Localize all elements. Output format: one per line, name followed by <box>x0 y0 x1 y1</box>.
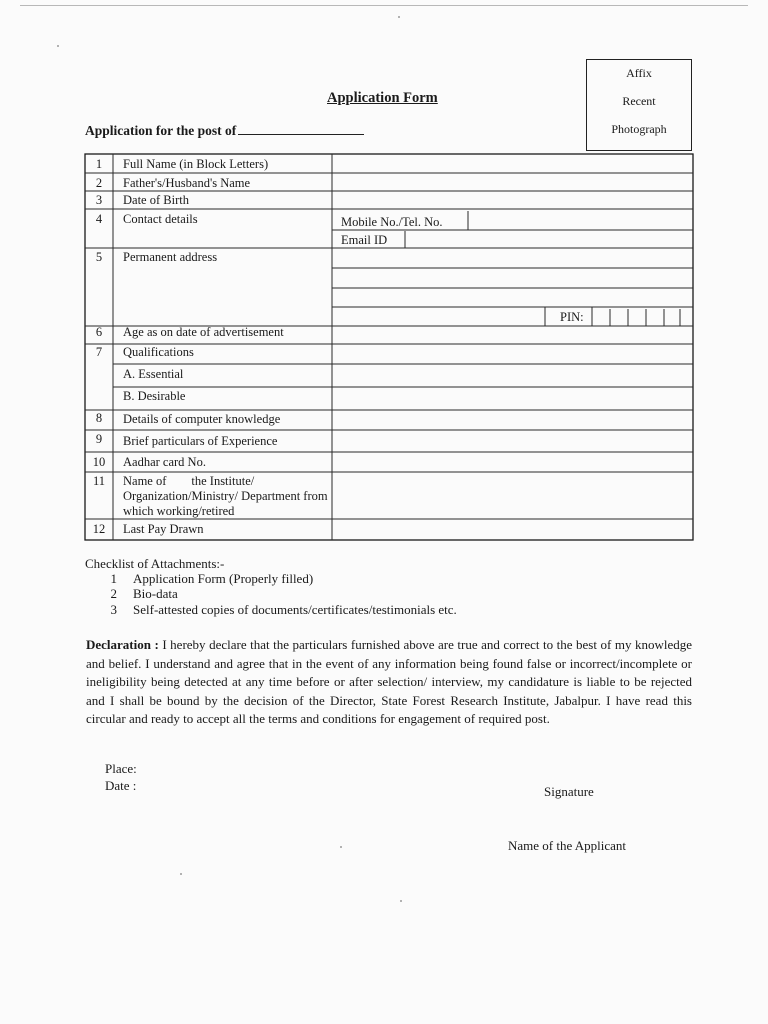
pin-field[interactable] <box>593 308 692 325</box>
checklist-item-number: 2 <box>110 586 117 601</box>
date-of-birth-field[interactable] <box>333 192 692 208</box>
father-husband-name-field[interactable] <box>333 174 692 190</box>
checklist-item-text: Self-attested copies of documents/certificates/testimonials etc. <box>133 602 457 617</box>
email-label: Email ID <box>341 233 388 247</box>
full-name-field[interactable] <box>333 155 692 172</box>
photo-line-photograph: Photograph <box>611 122 667 136</box>
row-3-number: 3 <box>95 193 103 207</box>
scan-speck <box>57 45 59 47</box>
row-2-number: 2 <box>95 176 103 190</box>
scan-speck <box>400 900 402 902</box>
computer-knowledge-field[interactable] <box>333 411 692 429</box>
row-2-label: Father's/Husband's Name <box>123 176 251 190</box>
address-field[interactable] <box>333 249 692 306</box>
row-7-label: Qualifications <box>123 345 194 359</box>
row-5-number: 5 <box>95 250 103 264</box>
signature-label: Signature <box>544 784 594 799</box>
checklist-title: Checklist of Attachments:- <box>85 556 225 571</box>
scan-speck <box>398 16 400 18</box>
row-7b-label: B. Desirable <box>123 389 186 403</box>
photo-line-affix: Affix <box>626 66 652 80</box>
row-3-label: Date of Birth <box>123 193 189 207</box>
page-top-edge <box>20 5 748 6</box>
row-1-number: 1 <box>95 157 103 171</box>
post-label: Application for the post of <box>85 123 237 138</box>
declaration-heading: Declaration : <box>86 637 159 652</box>
declaration-text: I hereby declare that the particulars furnished above are true and correct to the best of my knowledge and belief. I understand and agree that in the event of any information being found false or incorrect/incomplete or ineligibility being detected at any time before or after selection/ interview, my candidature is liable to be rejected and I shall be bound by the decision of the Director, State Forest Research Institute, Jabalpur. I have read this circular and ready to accept all the terms and conditions for engagement of required post. <box>86 637 692 726</box>
row-6-label: Age as on date of advertisement <box>123 325 284 339</box>
checklist-item-number: 1 <box>110 571 117 586</box>
row-9-number: 9 <box>95 432 103 446</box>
row-4-number: 4 <box>95 212 103 226</box>
row-12-number: 12 <box>92 522 106 536</box>
mobile-field[interactable] <box>469 211 692 229</box>
photo-line-recent: Recent <box>622 94 656 108</box>
experience-field[interactable] <box>333 431 692 451</box>
applicant-name-label: Name of the Applicant <box>508 838 627 853</box>
row-8-label: Details of computer knowledge <box>123 412 281 426</box>
essential-qualification-field[interactable] <box>333 365 692 386</box>
photo-box <box>586 59 692 151</box>
row-7a-label: A. Essential <box>123 367 184 381</box>
scan-speck <box>180 873 182 875</box>
declaration-paragraph <box>86 636 692 729</box>
date-label: Date : <box>105 778 137 793</box>
pin-label: PIN: <box>560 310 584 324</box>
post-blank-field[interactable] <box>238 121 364 135</box>
row-5-label: Permanent address <box>123 250 218 264</box>
email-field[interactable] <box>406 231 692 247</box>
checklist-item-text: Bio-data <box>133 586 178 601</box>
mobile-label: Mobile No./Tel. No. <box>341 215 443 229</box>
age-field[interactable] <box>333 327 692 343</box>
checklist-item-number: 3 <box>110 602 117 617</box>
form-title: Application Form <box>327 90 438 106</box>
row-12-label: Last Pay Drawn <box>123 522 204 536</box>
row-7-number: 7 <box>95 345 103 359</box>
row-10-label: Aadhar card No. <box>123 455 206 469</box>
post-of-line <box>85 121 364 139</box>
institute-field[interactable] <box>333 473 692 518</box>
row-11-number: 11 <box>92 474 106 488</box>
checklist-item-text: Application Form (Properly filled) <box>133 571 314 586</box>
row-9-label: Brief particulars of Experience <box>123 434 278 448</box>
row-8-number: 8 <box>95 411 103 425</box>
row-1-label: Full Name (in Block Letters) <box>123 157 269 171</box>
scan-speck <box>340 846 342 848</box>
row-11-label: Name of the Institute/ Organization/Ministry/ Department from which working/retired <box>123 474 331 518</box>
row-6-number: 6 <box>95 325 103 339</box>
aadhar-field[interactable] <box>333 453 692 471</box>
row-4-label: Contact details <box>123 212 198 226</box>
desirable-qualification-field[interactable] <box>333 388 692 409</box>
place-label: Place: <box>105 761 137 776</box>
last-pay-field[interactable] <box>333 520 692 539</box>
row-10-number: 10 <box>92 455 106 469</box>
